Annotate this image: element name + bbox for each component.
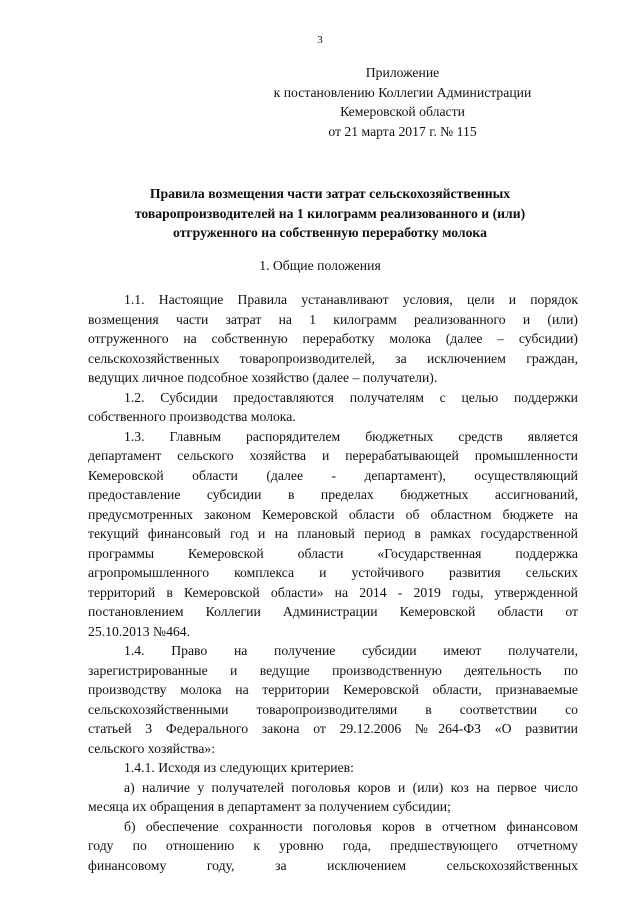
text-line: месяца их обращения в департамент за получением субсидии;: [88, 799, 451, 814]
text-line: сельского хозяйства»:: [88, 740, 216, 756]
text-line: б) обеспечение сохранности поголовья коров в отчетном финансовом: [124, 818, 578, 834]
text-line: 1.1. Настоящие Правила устанавливают условия, цели и порядок: [124, 292, 578, 307]
text-line: году по отношению к уровню года, предшествующего отчетному: [88, 838, 578, 853]
text-line: а) наличие у получателей поголовья коров и (или) коз на первое число: [124, 779, 578, 795]
text-line: статьей 3 Федерального закона от 29.12.2006 №264-ФЗ «О развитии: [88, 721, 578, 736]
title-line: Правила возмещения части затрат сельскохозяйственных: [149, 186, 511, 201]
title-line: товаропроизводителей на 1 килограмм реализованного и (или): [134, 205, 526, 221]
section-heading: 1. Общие положения: [259, 258, 381, 273]
text-line: предусмотренных законом Кемеровской области об областном бюджете на: [88, 506, 578, 522]
text-line: 25.10.2013 №464.: [88, 623, 191, 639]
text-line: сельскохозяйственными товаропроизводителями в соответствии со: [88, 701, 578, 717]
text-line: ведущих личное подсобное хозяйство (далее – получатели).: [88, 370, 438, 385]
text-line: отгруженного на собственную переработку молока (далее – субсидии): [88, 331, 578, 346]
page-number: 3: [317, 34, 323, 46]
text-line: 1.2. Субсидии предоставляются получателям с целью поддержки: [124, 389, 578, 405]
text-line: департамент сельского хозяйства и перерабатывающей промышленности: [88, 448, 578, 463]
text-line: постановлением Коллегии Администрации Кемеровской области от: [88, 604, 578, 619]
appendix-block: [230, 63, 575, 141]
text-line: 1.3. Главным распорядителем бюджетных средств является: [124, 428, 578, 444]
document-body: [88, 290, 578, 875]
text-line: 1.4. Право на получение субсидии имеют получатели,: [124, 643, 578, 658]
text-line: финансовому году, за исключением сельскохозяйственных: [88, 857, 578, 873]
appendix-line: к постановлению Коллегии Администрации: [273, 84, 532, 100]
text-line: агропромышленного комплекса и устойчивого развития сельских: [88, 565, 578, 580]
text-line: текущий финансовый год и на плановый период в рамках государственной: [88, 526, 578, 541]
appendix-line: Кемеровской области: [340, 104, 465, 119]
appendix-line: Приложение: [365, 65, 440, 80]
text-line: предоставление субсидии в пределах бюджетных ассигнований,: [88, 487, 578, 502]
text-line: программы Кемеровской области «Государственная поддержка: [88, 545, 578, 561]
document-title: [80, 184, 580, 243]
text-line: зарегистрированные и ведущие производственную деятельность по: [88, 662, 578, 678]
text-line: территорий в Кемеровской области» на 2014 - 2019 годы, утвержденной: [88, 584, 578, 600]
text-line: собственного производства молока.: [88, 409, 296, 424]
title-line: отгруженного на собственную переработку молока: [173, 225, 487, 240]
text-line: производству молока на территории Кемеровской области, признаваемые: [88, 682, 578, 697]
text-line: возмещения части затрат на 1 килограмм реализованного и (или): [88, 311, 578, 327]
appendix-line: от 21 марта 2017 г. № 115: [328, 123, 477, 139]
text-line: сельскохозяйственных товаропроизводителей, за исключением граждан,: [88, 350, 578, 366]
text-line: 1.4.1. Исходя из следующих критериев:: [124, 760, 354, 775]
text-line: Кемеровской области (далее - департамент), осуществляющий: [88, 467, 578, 483]
